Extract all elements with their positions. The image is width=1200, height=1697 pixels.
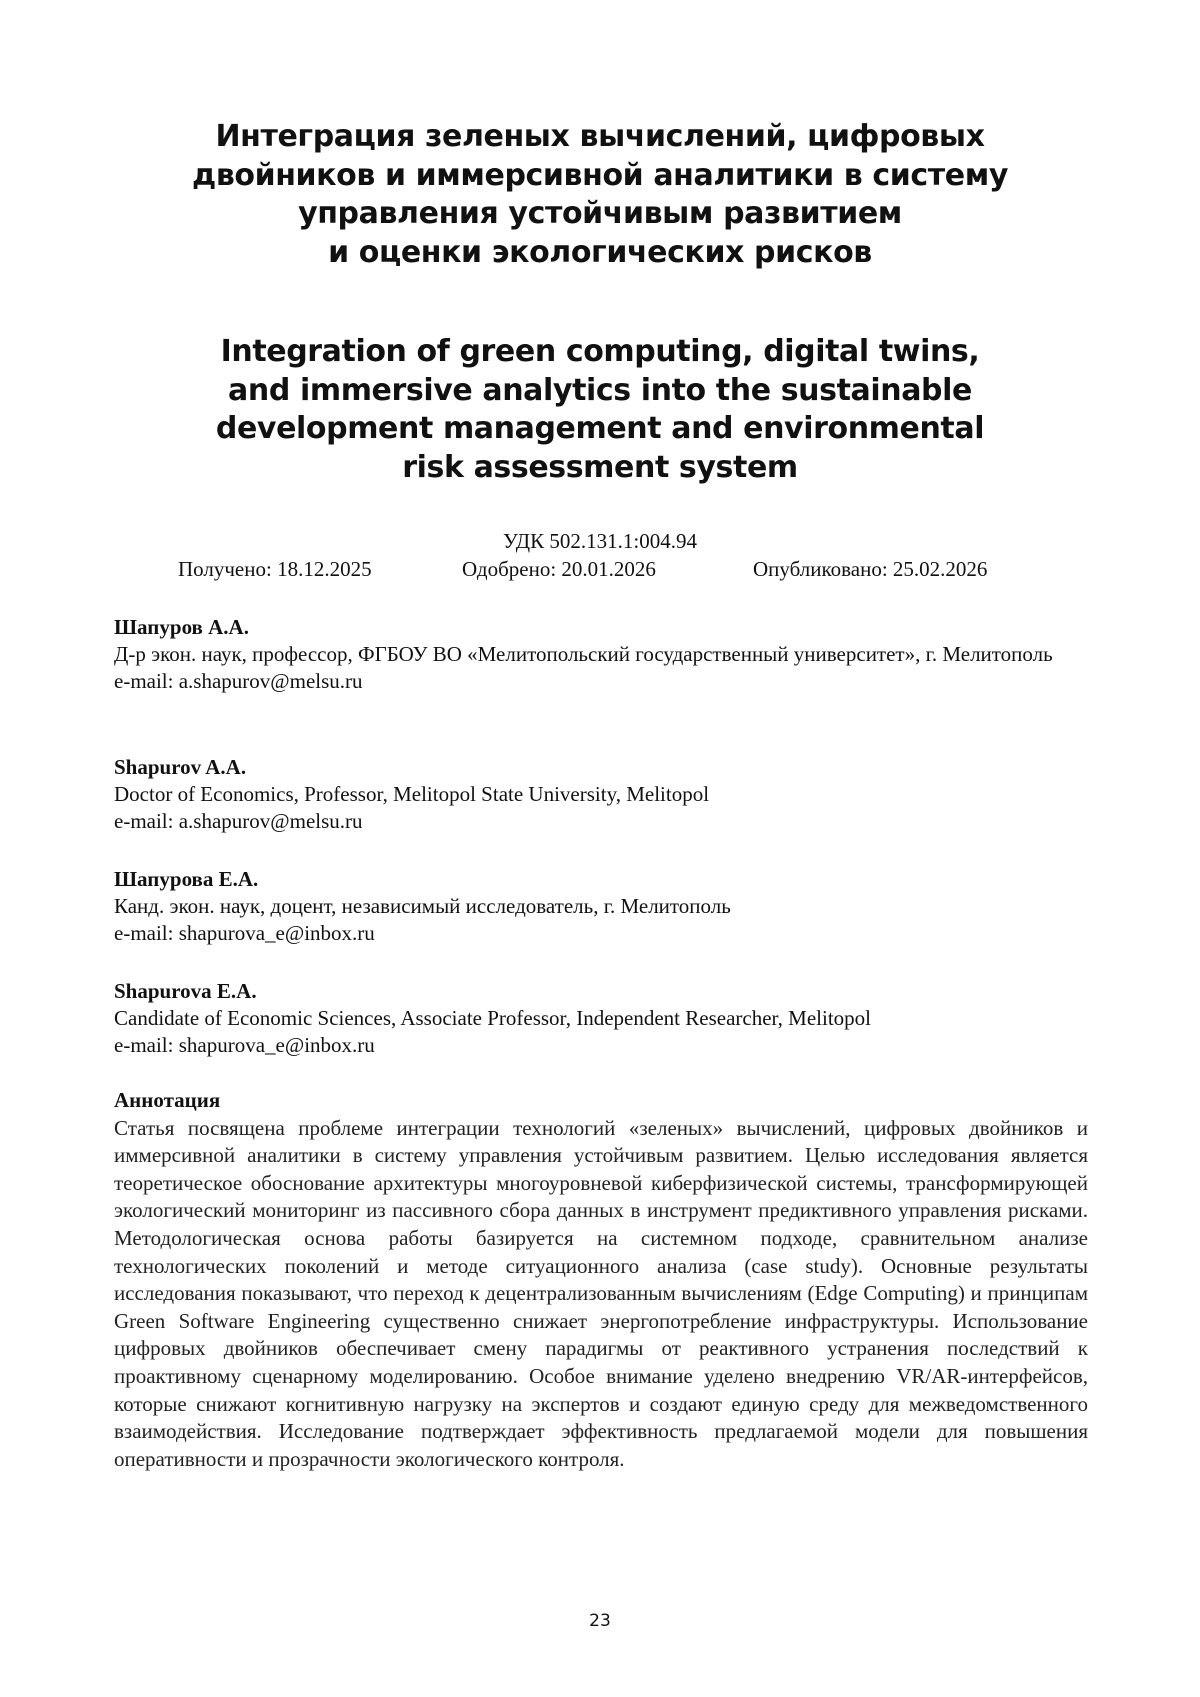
author-block: [114, 978, 1088, 1059]
author-affiliation: Candidate of Economic Sciences, Associate Professor, Independent Researcher, Melitopol: [114, 1006, 872, 1030]
title-ru-line: двойников и иммерсивной аналитики в систему: [191, 157, 1008, 193]
date-published: Опубликовано: 25.02.2026: [753, 557, 988, 581]
author-affiliation: Д-р экон. наук, профессор, ФГБОУ ВО «Мелитопольский государственный университет», г. Мелитополь: [114, 642, 1053, 666]
author-affiliation: Doctor of Economics, Professor, Melitopol State University, Melitopol: [114, 782, 710, 806]
title-ru-line: управления устойчивым развитием: [298, 196, 902, 231]
abstract-heading: Аннотация: [114, 1088, 221, 1112]
author-affiliation: Канд. экон. наук, доцент, независимый исследователь, г. Мелитополь: [114, 894, 731, 918]
date-approved: Одобрено: 20.01.2026: [462, 557, 656, 581]
author-name: Shapurova E.A.: [114, 979, 257, 1003]
title-en-line: development management and environmental: [215, 411, 985, 446]
abstract-text: Статья посвящена проблеме интеграции технологий «зеленых» вычислений, цифровых двойников и иммерсивной аналитики в систему управления устойчивым развитием. Целью исследования является теоретическое обоснование архитектуры многоуровневой киберфизической системы, трансформирующей экологический мониторинг из пассивного сбора данных в инструмент предиктивного управления рисками. Методологическая основа работы базируется на системном подходе, сравнительном анализе технологических поколений и методе ситуационного анализа (case study). Основные результаты исследования показывают, что переход к децентрализованным вычислениям (Edge Computing) и принципам Green Software Engineering существенно снижает энергопотребление инфраструктуры. Использование цифровых двойников обеспечивает смену парадигмы от реактивного устранения последствий к проактивному сценарному моделированию. Особое внимание уделено внедрению VR/AR-интерфейсов, которые снижают когнитивную нагрузку на экспертов и создают единую среду для межведомственного взаимодействия. Исследование подтверждает эффективность предлагаемой модели для повышения оперативности и прозрачности экологического контроля.: [114, 1115, 1088, 1471]
author-block: [114, 754, 1088, 835]
author-email[interactable]: e-mail: a.shapurov@melsu.ru: [114, 809, 363, 833]
title-en-line: Integration of green computing, digital twins,: [220, 334, 980, 369]
date-received: Получено: 18.12.2025: [178, 557, 372, 581]
author-name: Shapurov A.A.: [114, 755, 247, 779]
publication-dates: [100, 556, 1100, 582]
author-block: [114, 614, 1088, 695]
author-name: Шапуров А.А.: [114, 615, 249, 639]
author-block: [114, 866, 1088, 947]
udc-code: УДК 502.131.1:004.94: [503, 529, 697, 553]
title-russian: [100, 118, 1100, 272]
title-en-line: risk assessment system: [402, 449, 798, 485]
author-name: Шапурова Е.А.: [114, 867, 259, 891]
author-email[interactable]: e-mail: a.shapurov@melsu.ru: [114, 669, 363, 693]
page-number: 23: [589, 1611, 611, 1631]
abstract-section: [114, 1087, 1088, 1473]
title-ru-line: и оценки экологических рисков: [328, 234, 872, 270]
title-en-line: and immersive analytics into the sustainable: [228, 372, 972, 408]
title-ru-line: Интеграция зеленых вычислений, цифровых: [215, 119, 985, 154]
author-email[interactable]: e-mail: shapurova_e@inbox.ru: [114, 921, 375, 945]
title-english: [100, 333, 1100, 487]
author-email[interactable]: e-mail: shapurova_e@inbox.ru: [114, 1033, 375, 1057]
